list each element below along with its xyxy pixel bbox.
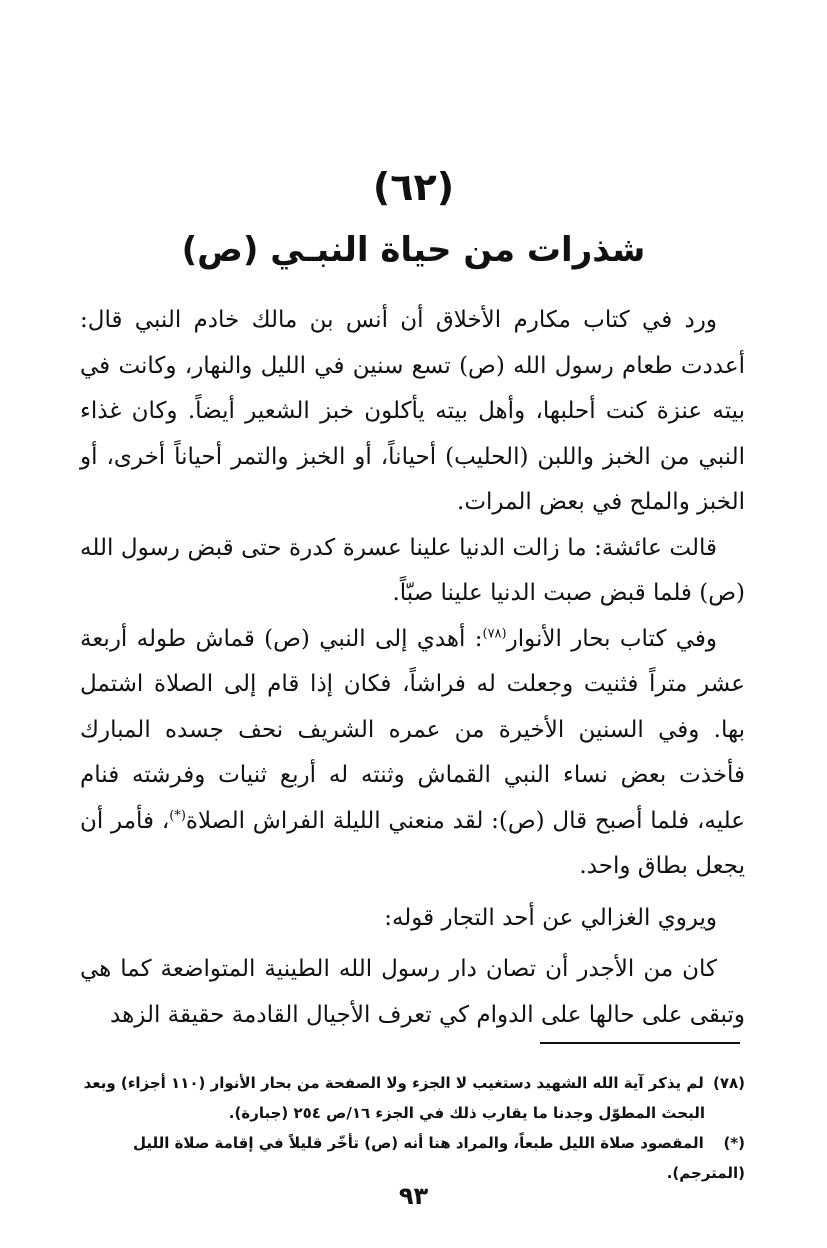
footnotes	[80, 1068, 745, 1188]
paragraph-3-part-b: : أهدي إلى النبي (ص) قماش طوله أربعة عشر متراً فثنيت وجعلت له فراشاً، فكان إذا قام إلى الصلاة اشتمل بها. وفي السنين الأخيرة من عمره الشريف نحف جسده المبارك فأخذت بعض نساء النبي القماش وثنته له أربع ثنيات وفرشته فنام عليه، فلما أصبح قال (ص): لقد منعني الليلة الفراش الصلاة	[80, 625, 746, 834]
paragraph-5: كان من الأجدر أن تصان دار رسول الله الطينية المتواضعة كما هي وتبقى على حالها على الدوام كي تعرف الأجيال القادمة حقيقة الزهد	[80, 956, 745, 1028]
body-text	[80, 298, 745, 1038]
paragraph-2: قالت عائشة: ما زالت الدنيا علينا عسرة كدرة حتى قبض رسول الله (ص) فلما قبض صبت الدنيا علينا صبّاً.	[80, 534, 745, 606]
paragraph-4: ويروي الغزالي عن أحد التجار قوله:	[384, 904, 717, 931]
footnote-78	[80, 1068, 745, 1098]
paragraph-1: ورد في كتاب مكارم الأخلاق أن أنس بن مالك خادم النبي قال: أعددت طعام رسول الله (ص) تسع سنين في الليل والنهار، وكانت في بيته عنزة كنت أحلبها، وأهل بيته يأكلون خبز الشعير أيضاً. وكان غذاء النبي من الخبز واللبن (الحليب) أحياناً، أو الخبز والتمر أحياناً أخرى، أو الخبز والملح في بعض المرات.	[80, 307, 745, 515]
footnote-star-text: المقصود صلاة الليل طبعاً، والمراد هنا أنه (ص) تأخّر قليلاً في إقامة صلاة الليل (المترجم).	[132, 1134, 745, 1182]
footnote-star	[80, 1128, 745, 1188]
footnote-ref-star[interactable]: (*)	[169, 807, 186, 823]
paragraph-3-part-a: وفي كتاب بحار الأنوار	[506, 625, 717, 652]
chapter-number: (٦٢)	[372, 165, 455, 209]
footnote-star-marker: (*)	[723, 1134, 745, 1152]
footnote-78-line-1: لم يذكر آية الله الشهيد دستغيب لا الجزء ولا الصفحة من بحار الأنوار (١١٠ أجزاء) وبعد	[83, 1074, 704, 1092]
footnote-divider	[540, 1042, 740, 1044]
page-number: ٩٣	[398, 1182, 429, 1210]
footnote-78-line-2: البحث المطوّل وجدنا ما يقارب ذلك في الجزء ١٦/ص ٢٥٤ (جبارة).	[228, 1104, 705, 1122]
chapter-title: شذرات من حياة النبـي (ص)	[181, 230, 646, 270]
footnote-ref-78[interactable]: (٧٨)	[482, 625, 507, 641]
paragraph-3-part-c: ، فأمر أن يجعل بطاق واحد.	[80, 807, 745, 879]
footnote-78-marker: (٧٨)	[712, 1074, 745, 1092]
paragraph-3	[80, 617, 745, 890]
